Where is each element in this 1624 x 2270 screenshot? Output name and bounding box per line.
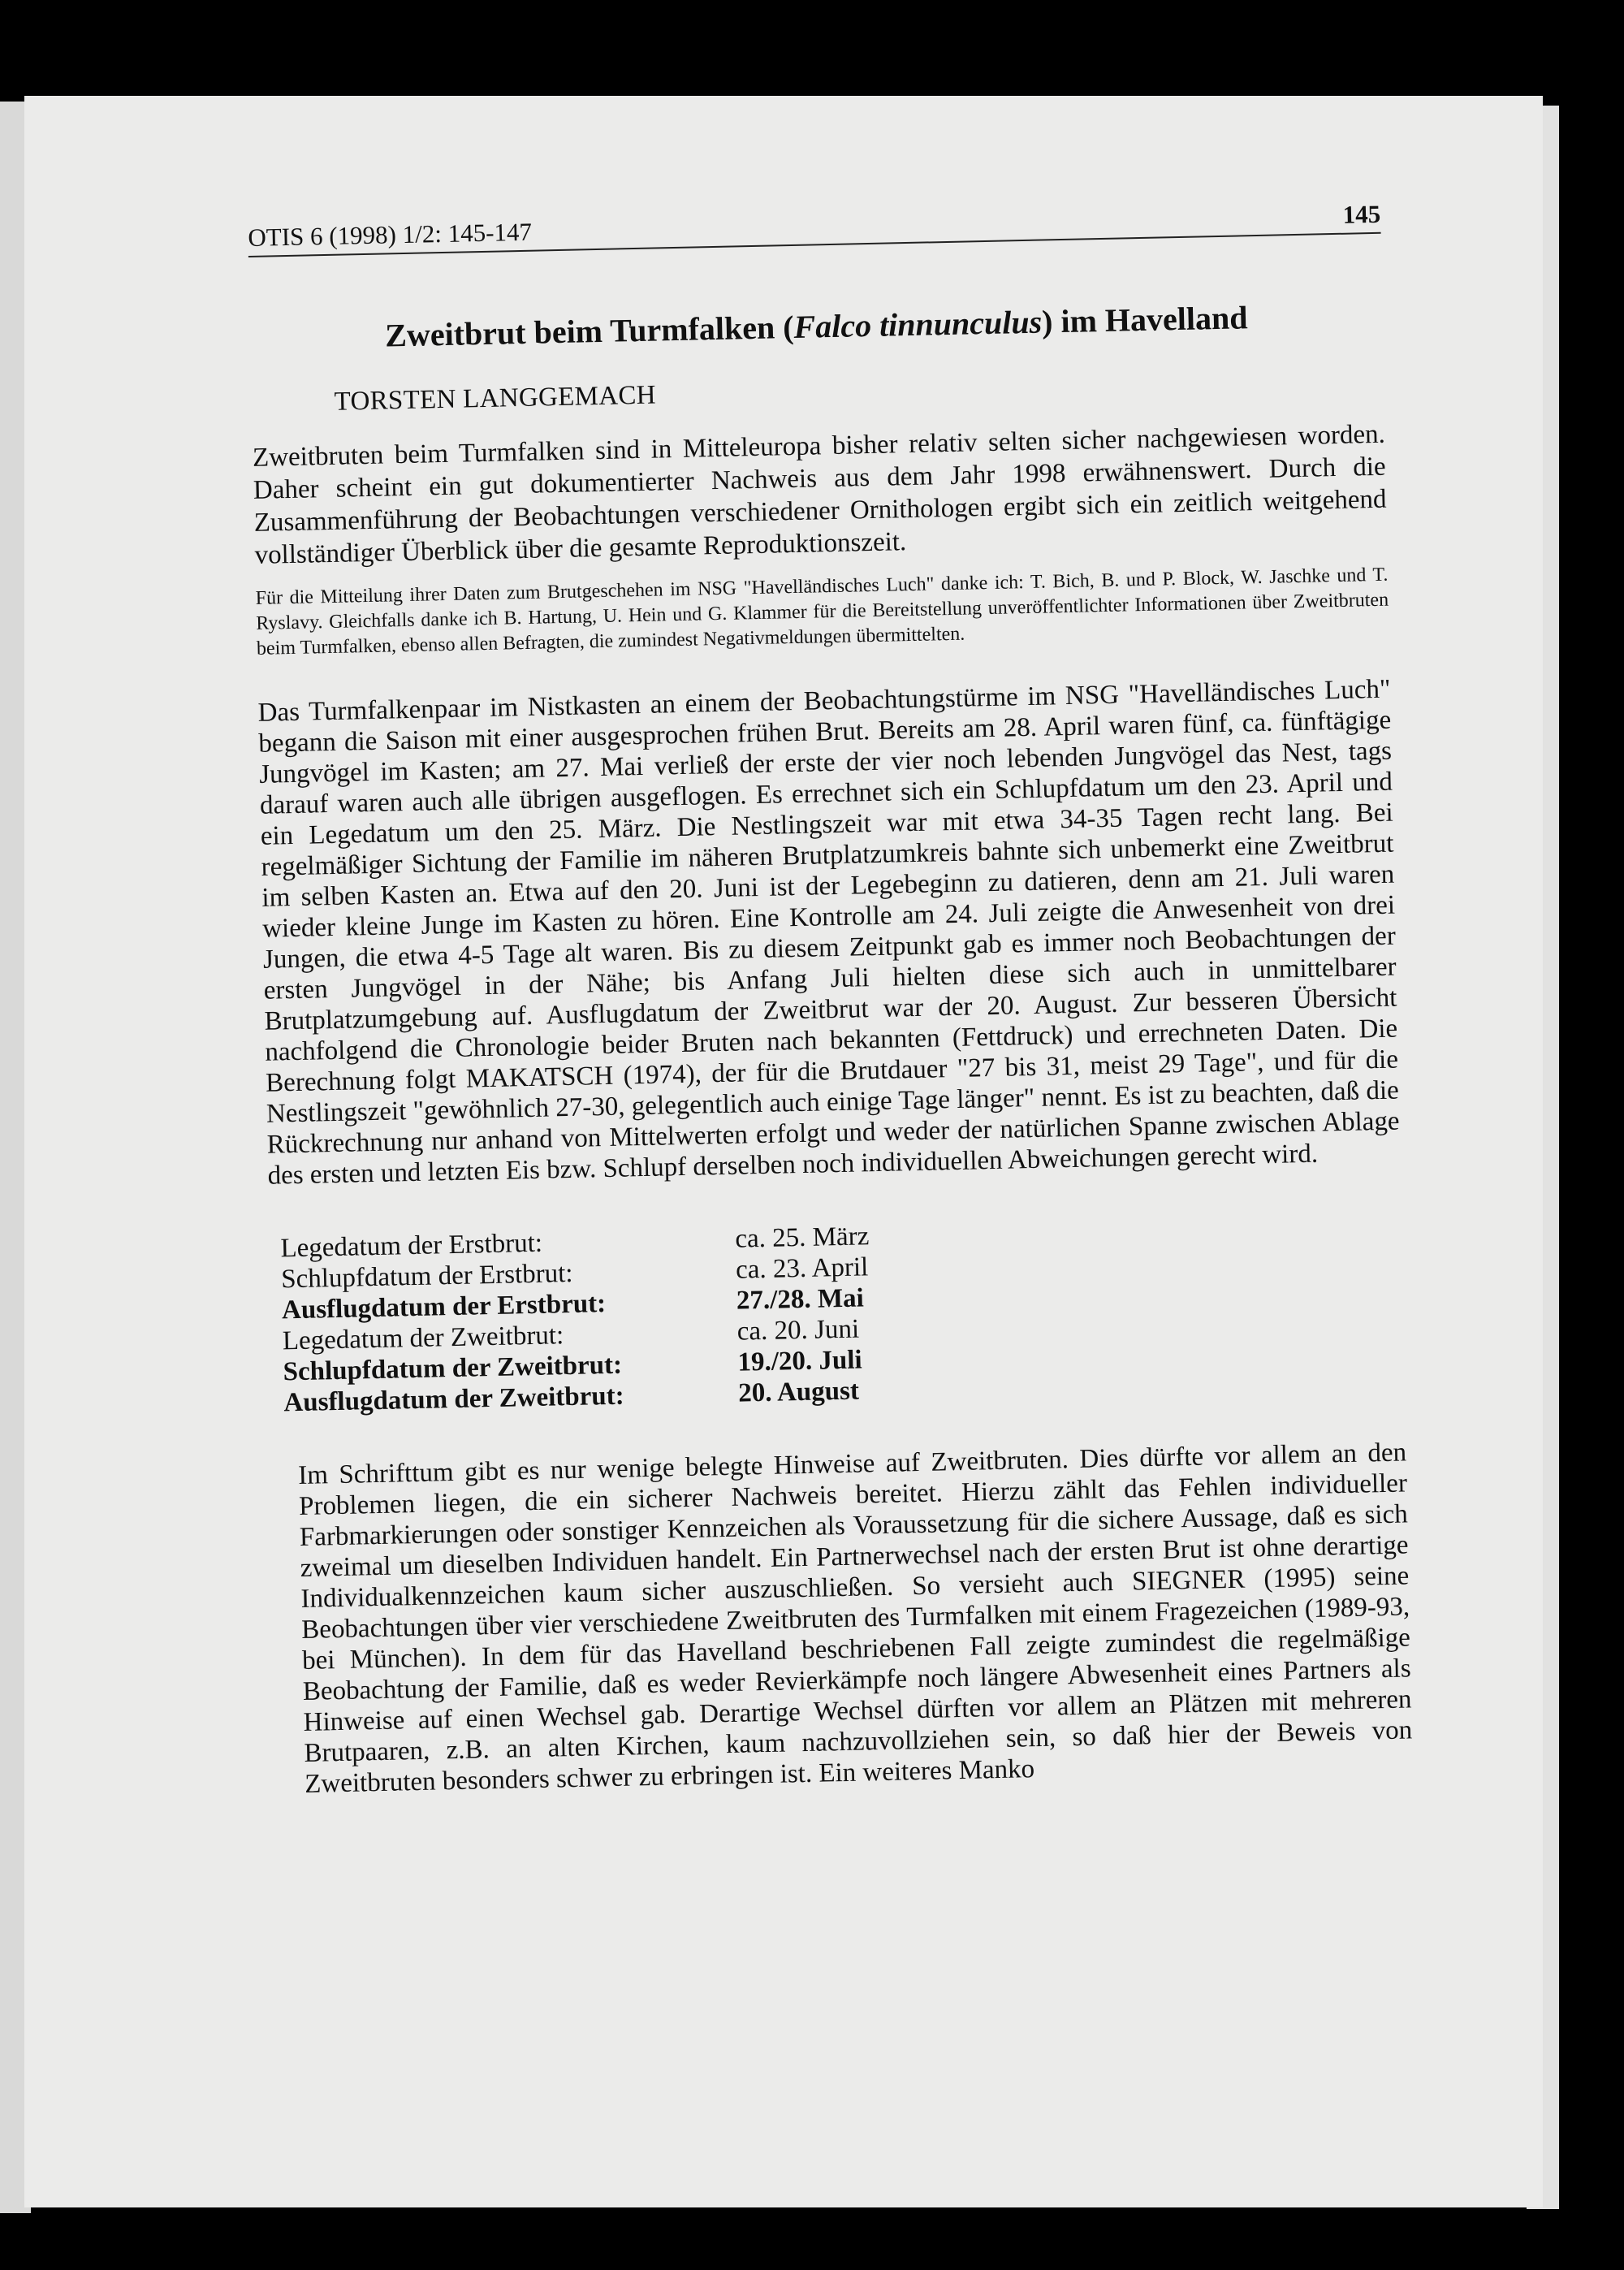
chronology-value: 27./28. Mai	[736, 1283, 865, 1316]
title-species-name: Falco tinnunculus	[793, 303, 1043, 345]
abstract-paragraph: Zweitbruten beim Turmfalken sind in Mitteleuropa bisher relativ selten sicher nachgewiesen worden. Daher scheint ein gut dokumentierter Nachweis aus dem Jahr 1998 erwähnenswert. Durch die Zusammenführung der Beobachtungen verschiedener Ornithologen ergibt sich ein zeitlich weitgehend vollständiger Überblick über die gesamte Reproduktionszeit.	[252, 419, 1387, 570]
acknowledgement-paragraph: Für die Mitteilung ihrer Daten zum Brutgeschehen im NSG "Havelländisches Luch" danke ich: T. Bich, B. und P. Block, W. Jaschke und T. Ryslavy. Gleichfalls danke ich B. Hartung, U. Hein und G. Klammer für die Bereitstellung unveröffentlichter Informationen über Zweitbruten beim Turmfalken, ebenso allen Befragten, die zumindest Negativmeldungen übermittelten.	[255, 564, 1389, 659]
page-number: 145	[1342, 199, 1381, 229]
chronology-label: Legedatum der Zweitbrut:	[282, 1321, 564, 1356]
chronology-list	[280, 1210, 1405, 1419]
journal-citation: OTIS 6 (1998) 1/2: 145-147	[248, 217, 533, 252]
article-title	[249, 294, 1383, 360]
chronology-label: Ausflugdatum der Zweitbrut:	[283, 1381, 625, 1418]
document-page	[24, 96, 1543, 2207]
chronology-label: Schlupfdatum der Zweitbrut:	[283, 1350, 623, 1387]
chronology-label: Schlupfdatum der Erstbrut:	[280, 1258, 573, 1295]
chronology-value: ca. 25. März	[734, 1221, 870, 1254]
title-text-end: ) im Havelland	[1041, 299, 1248, 340]
chronology-value: 20. August	[737, 1376, 860, 1408]
body-paragraph-2: Im Schrifttum gibt es nur wenige belegte Hinweise auf Zweitbruten. Dies dürfte vor allem an den Problemen liegen, die ein sicherer Nachweis bereitet. Hierzu zählt das Fehlen individueller Farbmarkierungen oder sonstiger Kennzeichen als Voraussetzung für die sichere Aussage, daß es sich zweimal um dieselben Individuen handelt. Ein Partnerwechsel nach der ersten Brut ist ohne derartige Individualkennzeichen kaum sicher auszuschließen. So versieht auch SIEGNER (1995) seine Beobachtungen über vier verschiedene Zweitbruten des Turmfalken mit einem Fragezeichen (1989-93, bei München). In dem für das Havelland beschriebenen Fall zeigte zumindest die regelmäßige Beobachtung der Familie, daß es weder Revierkämpfe noch längere Abwesenheit eines Partners als Hinweise auf einen Wechsel gab. Derartige Wechsel dürften vor allem an Plätzen mit mehreren Brutpaaren, z.B. an alten Kirchen, kaum nachzuvollziehen sein, so daß hier der Beweis von Zweitbruten besonders schwer zu erbringen ist. Ein weiteres Manko	[297, 1438, 1413, 1799]
chronology-value: 19./20. Juli	[737, 1345, 863, 1377]
chronology-label: Legedatum der Erstbrut:	[280, 1228, 543, 1264]
title-text-start: Zweitbrut beim Turmfalken (	[384, 308, 794, 354]
chronology-value: ca. 23. April	[735, 1252, 869, 1285]
body-paragraph-1: Das Turmfalkenpaar im Nistkasten an einem der Beobachtungstürme im NSG "Havelländisches Luch" begann die Saison mit einer ausgesprochen frühen Brut. Bereits am 28. April waren fünf, ca. fünftägige Jungvögel im Kasten; am 27. Mai verließ der erste der vier noch lebenden Jungvögel das Nest, tags darauf waren auch alle übrigen ausgeflogen. Es errechnet sich ein Schlupfdatum um den 23. April und ein Legedatum um den 25. März. Die Nestlingszeit war mit etwa 34-35 Tagen recht lang. Bei regelmäßiger Sichtung der Familie im näheren Brutplatzumkreis bahnte sich unbemerkt eine Zweitbrut im selben Kasten an. Etwa auf den 20. Juni ist der Legebeginn zu datieren, denn am 21. Juli waren wieder kleine Junge im Kasten zu hören. Eine Kontrolle am 24. Juli zeigte die Anwesenheit von drei Jungen, die etwa 4-5 Tage alt waren. Bis zu diesem Zeitpunkt gab es immer noch Beobachtungen der ersten Jungvögel in der Nähe; bis Anfang Juli hielten diese sich auch in unmittelbarer Brutplatzumgebung auf. Ausflugdatum der Zweitbrut war der 20. August. Zur besseren Übersicht nachfolgend die Chronologie beider Bruten nach bekannten (Fettdruck) und errechneten Daten. Die Berechnung folgt MAKATSCH (1974), der für die Brutdauer "27 bis 31, meist 29 Tage", und für die Nestlingszeit "gewöhnlich 27-30, gelegentlich auch einige Tage länger" nennt. Es ist zu beachten, daß die Rückrechnung nur anhand von Mittelwerten erfolgt und weder der natürlichen Spanne zwischen Ablage des ersten und letzten Eis bzw. Schlupf derselben noch individuellen Abweichungen gerecht wird.	[257, 674, 1400, 1191]
author-name: TORSTEN LANGGEMACH	[334, 380, 657, 417]
chronology-value: ca. 20. Juni	[736, 1314, 860, 1347]
page-content	[248, 198, 1413, 1801]
chronology-label: Ausflugdatum der Erstbrut:	[281, 1289, 607, 1325]
running-head	[248, 198, 1381, 257]
